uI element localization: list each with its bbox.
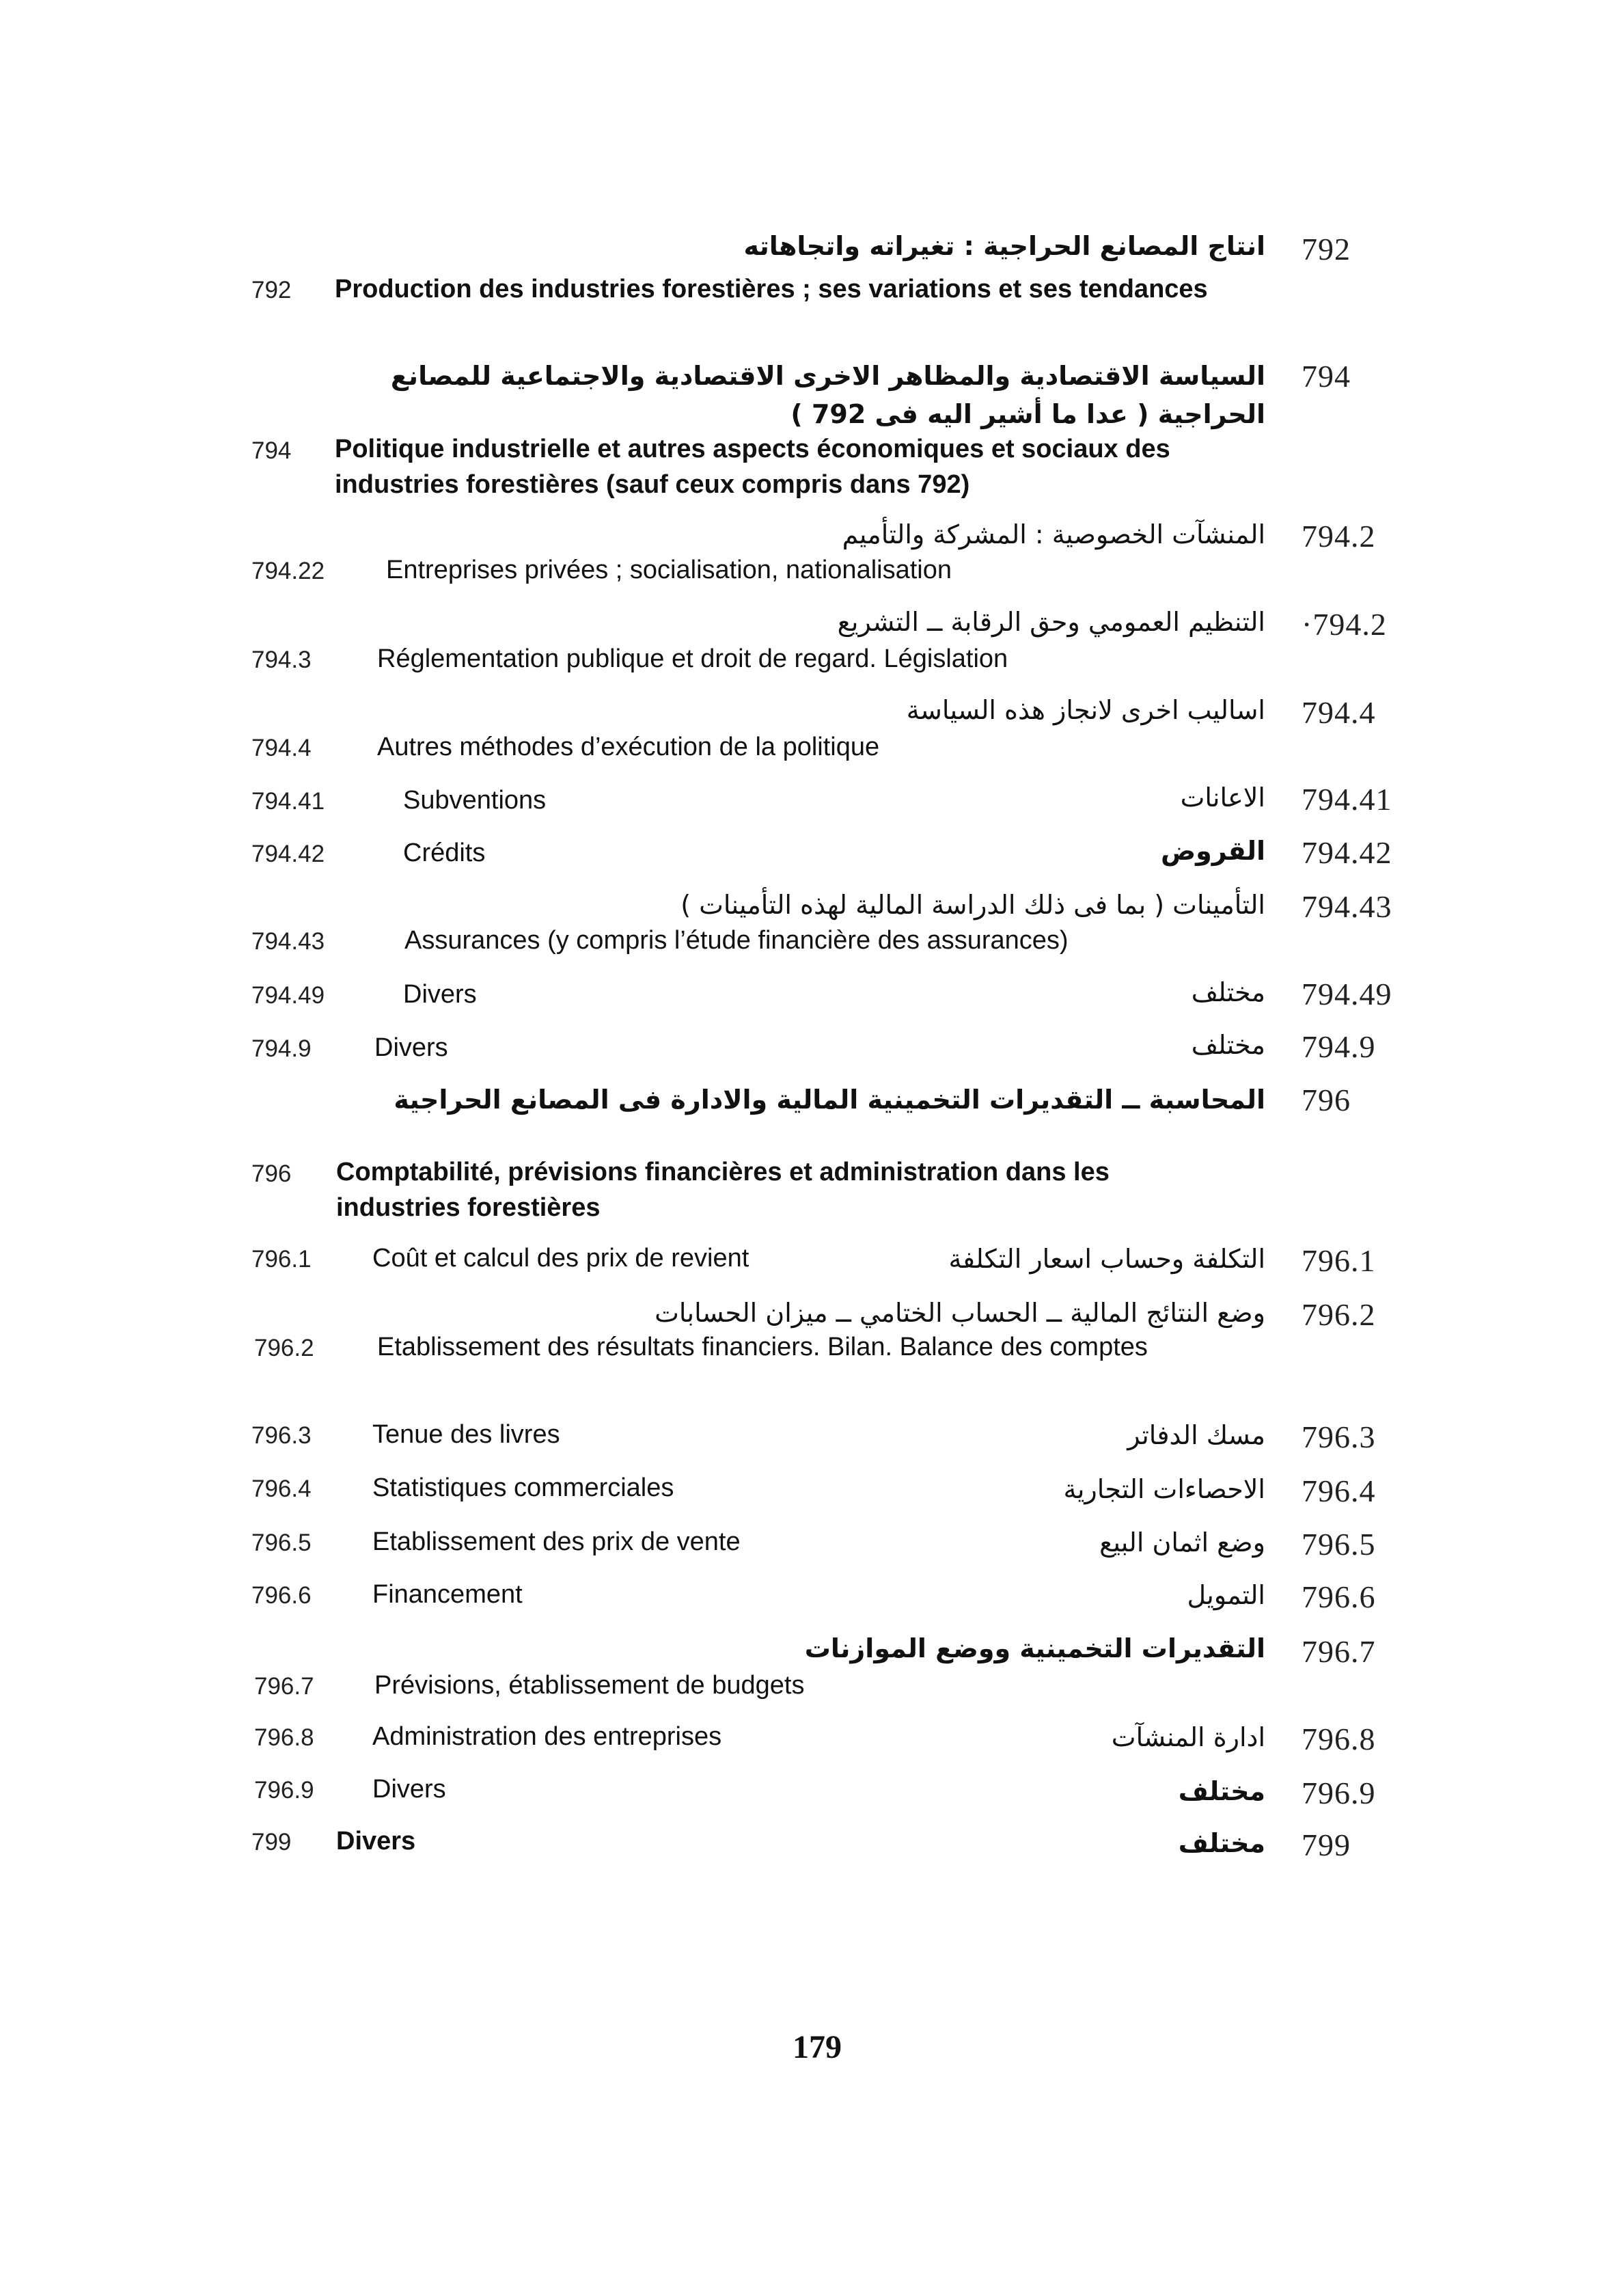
french-code: 796.3 [251, 1422, 312, 1449]
french-code: 794.49 [251, 982, 325, 1009]
french-code: 794.42 [251, 841, 325, 867]
french-code: 796.1 [251, 1246, 312, 1273]
arabic-code: 794.2 [1302, 519, 1376, 554]
french-code: 796.7 [254, 1673, 314, 1700]
arabic-label: مسك الدفاتر [1127, 1420, 1265, 1450]
french-label: Coût et calcul des prix de revient [372, 1244, 749, 1273]
french-heading: Production des industries forestières ; ses variations et ses tendances [335, 275, 1208, 303]
arabic-label: التقديرات التخمينية ووضع الموازنات [804, 1633, 1265, 1663]
french-code: 799 [251, 1829, 292, 1855]
arabic-heading: السياسة الاقتصادية والمظاهر الاخرى الاقتصادية والاجتماعية للمصانع الحراجية ( عدا ما أشير اليه فى 792 ) [390, 361, 1265, 429]
arabic-label: ادارة المنشآت [1111, 1722, 1265, 1752]
french-code: 796.5 [251, 1530, 312, 1556]
arabic-code: 796.8 [1302, 1722, 1376, 1756]
arabic-code: 794 [1302, 359, 1351, 394]
french-code: 794.4 [251, 735, 312, 761]
arabic-code: 792 [1302, 232, 1351, 267]
french-label: Prévisions, établissement de budgets [374, 1671, 805, 1700]
french-code: 794.3 [251, 647, 312, 673]
arabic-code: 794.4 [1302, 695, 1376, 730]
arabic-heading: المحاسبة ــ التقديرات التخمينية المالية والادارة فى المصانع الحراجية [394, 1085, 1265, 1115]
french-label: Entreprises privées ; socialisation, nationalisation [386, 556, 952, 584]
arabic-code: ·794.2 [1302, 607, 1387, 642]
french-label: Tenue des livres [372, 1420, 560, 1449]
french-label: Etablissement des prix de vente [372, 1527, 741, 1556]
french-code: 796 [251, 1160, 292, 1187]
arabic-code: 796 [1302, 1083, 1351, 1117]
arabic-code: 794.49 [1302, 977, 1392, 1011]
french-label: Subventions [403, 786, 547, 815]
arabic-code: 796.7 [1302, 1634, 1376, 1669]
arabic-label: القروض [1160, 836, 1265, 866]
french-code: 796.9 [254, 1777, 314, 1804]
french-code: 792 [251, 277, 292, 303]
arabic-label: اساليب اخرى لانجاز هذه السياسة [906, 695, 1265, 725]
arabic-code: 799 [1302, 1827, 1351, 1862]
arabic-code: 796.1 [1302, 1243, 1376, 1278]
page-number: 179 [793, 2029, 842, 2065]
arabic-code: 794.42 [1302, 835, 1392, 870]
arabic-code: 796.5 [1302, 1527, 1376, 1562]
french-code: 796.2 [254, 1335, 314, 1361]
french-label: Statistiques commerciales [372, 1473, 674, 1502]
arabic-label: وضع النتائج المالية ــ الحساب الختامي ــ ميزان الحسابات [655, 1298, 1265, 1328]
french-code: 794.9 [251, 1035, 312, 1062]
french-label: Divers [372, 1775, 446, 1804]
french-code: 794.22 [251, 558, 325, 584]
arabic-code: 796.4 [1302, 1473, 1376, 1508]
arabic-code: 796.3 [1302, 1419, 1376, 1454]
arabic-label: مختلف [1178, 1776, 1265, 1806]
french-code: 796.8 [254, 1724, 314, 1751]
arabic-label: التكلفة وحساب اسعار التكلفة [948, 1244, 1265, 1274]
french-heading: Politique industrielle et autres aspects économiques et sociaux des industries forestières (sauf ceux compris dans 792) [335, 435, 1170, 499]
french-label: Assurances (y compris l’étude financière des assurances) [404, 926, 1069, 955]
french-label: Financement [372, 1580, 523, 1609]
arabic-code: 796.9 [1302, 1776, 1376, 1810]
french-code: 794.43 [251, 928, 325, 955]
arabic-label: مختلف [1191, 977, 1265, 1007]
arabic-label: مختلف [1178, 1828, 1265, 1858]
french-label: Crédits [403, 839, 486, 867]
french-label: Etablissement des résultats financiers. Bilan. Balance des comptes [377, 1333, 1148, 1361]
arabic-label: الاعانات [1180, 783, 1265, 813]
french-label: Divers [374, 1033, 448, 1062]
arabic-code: 794.43 [1302, 889, 1392, 924]
french-label: Divers [403, 980, 477, 1009]
arabic-heading: انتاج المصانع الحراجية : تغيراته واتجاهاته [743, 231, 1265, 261]
arabic-code: 796.2 [1302, 1297, 1376, 1332]
french-code: 794 [251, 437, 292, 464]
french-label: Administration des entreprises [372, 1722, 722, 1751]
arabic-code: 794.9 [1302, 1029, 1376, 1064]
arabic-label: التنظيم العمومي وحق الرقابة ــ التشريع [837, 607, 1265, 637]
french-label: Réglementation publique et droit de regard. Législation [377, 644, 1008, 673]
french-heading: Comptabilité, prévisions financières et administration dans les industries forestières [336, 1158, 1110, 1222]
french-label: Divers [336, 1827, 416, 1855]
arabic-label: المنشآت الخصوصية : المشركة والتأميم [842, 519, 1265, 549]
arabic-label: التمويل [1187, 1580, 1265, 1610]
arabic-label: وضع اثمان البيع [1099, 1527, 1265, 1558]
arabic-code: 796.6 [1302, 1579, 1376, 1614]
arabic-label: مختلف [1191, 1030, 1265, 1060]
french-code: 796.4 [251, 1476, 312, 1502]
french-code: 794.41 [251, 788, 325, 815]
french-code: 796.6 [251, 1582, 312, 1609]
arabic-label: الاحصاءات التجارية [1063, 1474, 1265, 1504]
french-label: Autres méthodes d’exécution de la politique [377, 733, 880, 761]
arabic-code: 794.41 [1302, 782, 1392, 817]
arabic-label: التأمينات ( بما فى ذلك الدراسة المالية لهذه التأمينات ) [680, 890, 1265, 920]
